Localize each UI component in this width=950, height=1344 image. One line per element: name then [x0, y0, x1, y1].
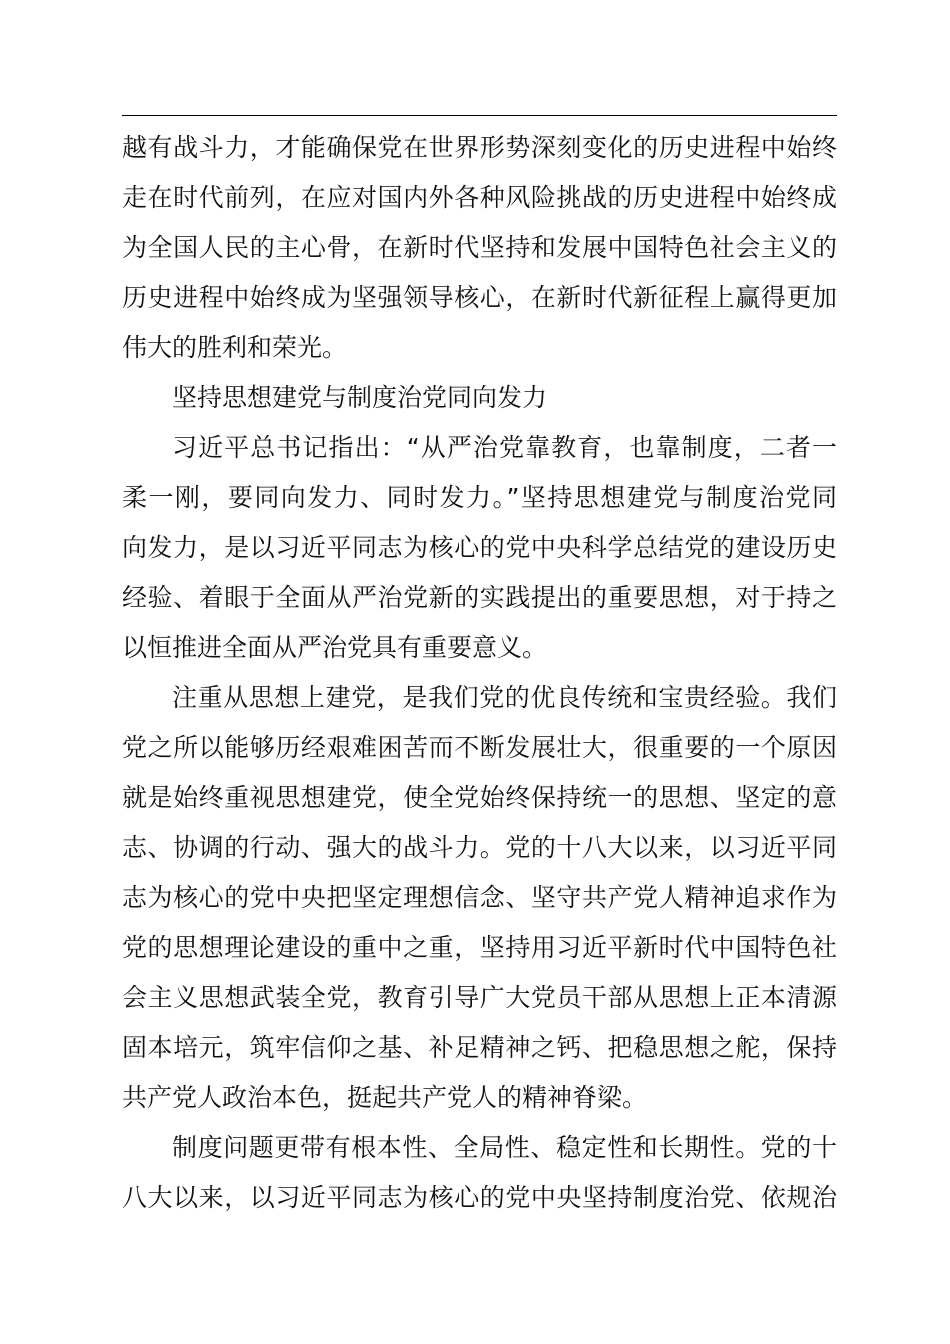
header-rule: [122, 115, 837, 116]
text-line: 越有战斗力，才能确保党在世界形势深刻变化的历史进程中始终: [122, 133, 837, 162]
text-line: 历史进程中始终成为坚强领导核心，在新时代新征程上赢得更加: [122, 283, 837, 312]
text-line: 经验、着眼于全面从严治党新的实践提出的重要思想，对于持之: [122, 583, 837, 612]
text-line: 志为核心的党中央把坚定理想信念、坚守共产党人精神追求作为: [122, 883, 837, 912]
text-line: 制度问题更带有根本性、全局性、稳定性和长期性。党的十: [172, 1133, 837, 1162]
text-line: 志、协调的行动、强大的战斗力。党的十八大以来，以习近平同: [122, 833, 837, 862]
text-line: 就是始终重视思想建党，使全党始终保持统一的思想、坚定的意: [122, 783, 837, 812]
text-line: 为全国人民的主心骨，在新时代坚持和发展中国特色社会主义的: [122, 233, 837, 262]
text-line: 八大以来，以习近平同志为核心的党中央坚持制度治党、依规治: [122, 1183, 837, 1212]
text-line: 共产党人政治本色，挺起共产党人的精神脊梁。: [122, 1083, 648, 1112]
section-heading: 坚持思想建党与制度治党同向发力: [172, 383, 548, 412]
text-line: 会主义思想武装全党，教育引导广大党员干部从思想上正本清源: [122, 983, 837, 1012]
text-line: 柔一刚，要同向发力、同时发力。”坚持思想建党与制度治党同: [122, 483, 837, 512]
text-line: 走在时代前列，在应对国内外各种风险挑战的历史进程中始终成: [122, 183, 837, 212]
body-text: [122, 123, 837, 1223]
text-line: 注重从思想上建党，是我们党的优良传统和宝贵经验。我们: [172, 683, 837, 712]
text-line: 以恒推进全面从严治党具有重要意义。: [122, 633, 548, 662]
text-line: 伟大的胜利和荣光。: [122, 333, 348, 362]
text-line: 向发力，是以习近平同志为核心的党中央科学总结党的建设历史: [122, 533, 837, 562]
text-line: 党的思想理论建设的重中之重，坚持用习近平新时代中国特色社: [122, 933, 837, 962]
text-line: 固本培元，筑牢信仰之基、补足精神之钙、把稳思想之舵，保持: [122, 1033, 837, 1062]
text-line: 习近平总书记指出：“从严治党靠教育，也靠制度，二者一: [172, 433, 837, 462]
text-line: 党之所以能够历经艰难困苦而不断发展壮大，很重要的一个原因: [122, 733, 837, 762]
